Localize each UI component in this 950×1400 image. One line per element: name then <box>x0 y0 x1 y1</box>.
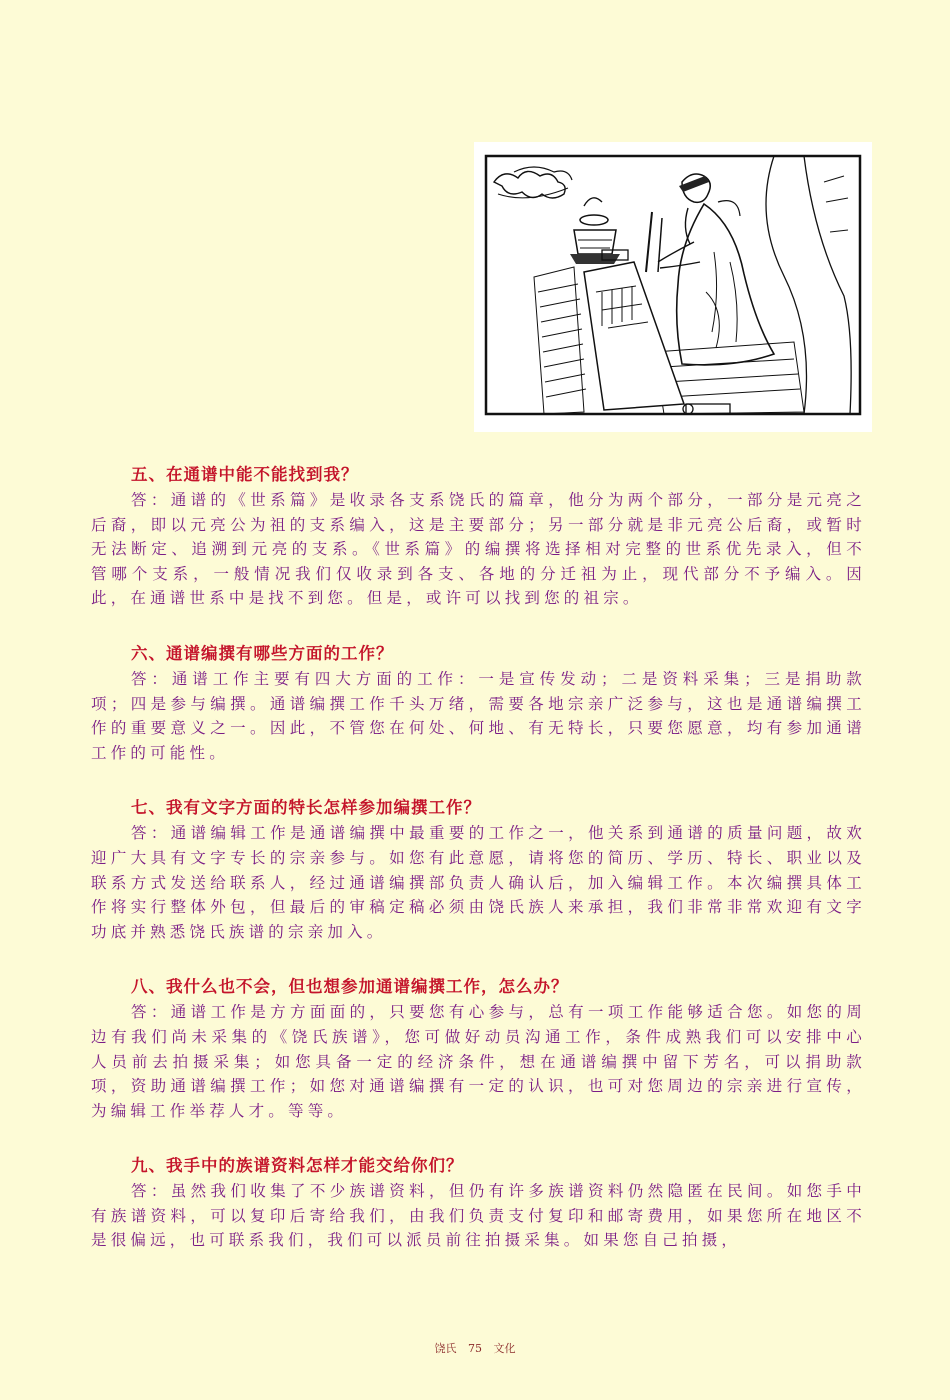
faq-section-6 <box>91 641 866 765</box>
faq-question: 五、在通谱中能不能找到我？ <box>131 465 359 484</box>
faq-section-8 <box>91 974 866 1123</box>
page-footer <box>0 1340 950 1356</box>
page-number: 75 <box>468 1342 482 1355</box>
faq-content <box>91 462 866 1283</box>
faq-answer: 答：通谱工作主要有四大方面的工作：一是宣传发动；二是资料采集；三是捐助款项；四是参与编撰。通谱编撰工作千头万绪，需要各地宗亲广泛参与，这也是通谱编撰工作的重要意义之一。因此，不管您在何处、何地、有无特长，只要您愿意，均有参加通谱工作的可能性。 <box>91 669 866 762</box>
scholar-writing-illustration <box>474 142 872 432</box>
faq-question: 七、我有文字方面的特长怎样参加编撰工作？ <box>131 798 481 818</box>
faq-answer: 答：通谱工作是方方面面的，只要您有心参与，总有一项工作能够适合您。如您的周边有我们尚未采集的《饶氏族谱》，您可做好动员沟通工作，条件成熟我们可以安排中心人员前去拍摄采集；如您具备一定的经济条件，想在通谱编撰中留下芳名，可以捐助款项，资助通谱编撰工作；如您对通谱编撰有一定的认识，也可对您周边的宗亲进行宣传，为编辑工作举荐人才。等等。 <box>91 1003 866 1120</box>
faq-section-5 <box>91 462 866 611</box>
faq-section-7 <box>91 795 866 944</box>
faq-question: 八、我什么也不会，但也想参加通谱编撰工作，怎么办？ <box>131 977 569 997</box>
faq-answer: 答：通谱编辑工作是通谱编撰中最重要的工作之一，他关系到通谱的质量问题，故欢迎广大具有文字专长的宗亲参与。如您有此意愿，请将您的简历、学历、特长、职业以及联系方式发送给联系人，经过通谱编撰部负责人确认后，加入编辑工作。本次编撰具体工作将实行整体外包，但最后的审稿定稿必须由饶氏族人来承担，我们非常非常欢迎有文字功底并熟悉饶氏族谱的宗亲加入。 <box>91 824 866 941</box>
faq-answer: 答：通谱的《世系篇》是收录各支系饶氏的篇章，他分为两个部分，一部分是元亮之后裔，即以元亮公为祖的支系编入，这是主要部分；另一部分就是非元亮公后裔，或暂时无法断定、追溯到元亮的支系。《世系篇》的编撰将选择相对完整的世系优先录入，但不管哪个支系，一般情况我们仅收录到各支、各地的分迁祖为止，现代部分不予编入。因此，在通谱世系中是找不到您。但是，或许可以找到您的祖宗。 <box>91 491 866 608</box>
faq-section-9 <box>91 1153 866 1253</box>
faq-question: 九、我手中的族谱资料怎样才能交给你们？ <box>131 1156 464 1176</box>
footer-right: 文化 <box>493 1342 516 1355</box>
faq-answer: 答：虽然我们收集了不少族谱资料，但仍有许多族谱资料仍然隐匿在民间。如您手中有族谱资料，可以复印后寄给我们，由我们负责支付复印和邮寄费用，如果您所在地区不是很偏远，也可联系我们，我们可以派员前往拍摄采集。如果您自己拍摄， <box>91 1182 866 1250</box>
faq-question: 六、通谱编撰有哪些方面的工作？ <box>131 643 394 663</box>
footer-left: 饶氏 <box>434 1342 457 1355</box>
